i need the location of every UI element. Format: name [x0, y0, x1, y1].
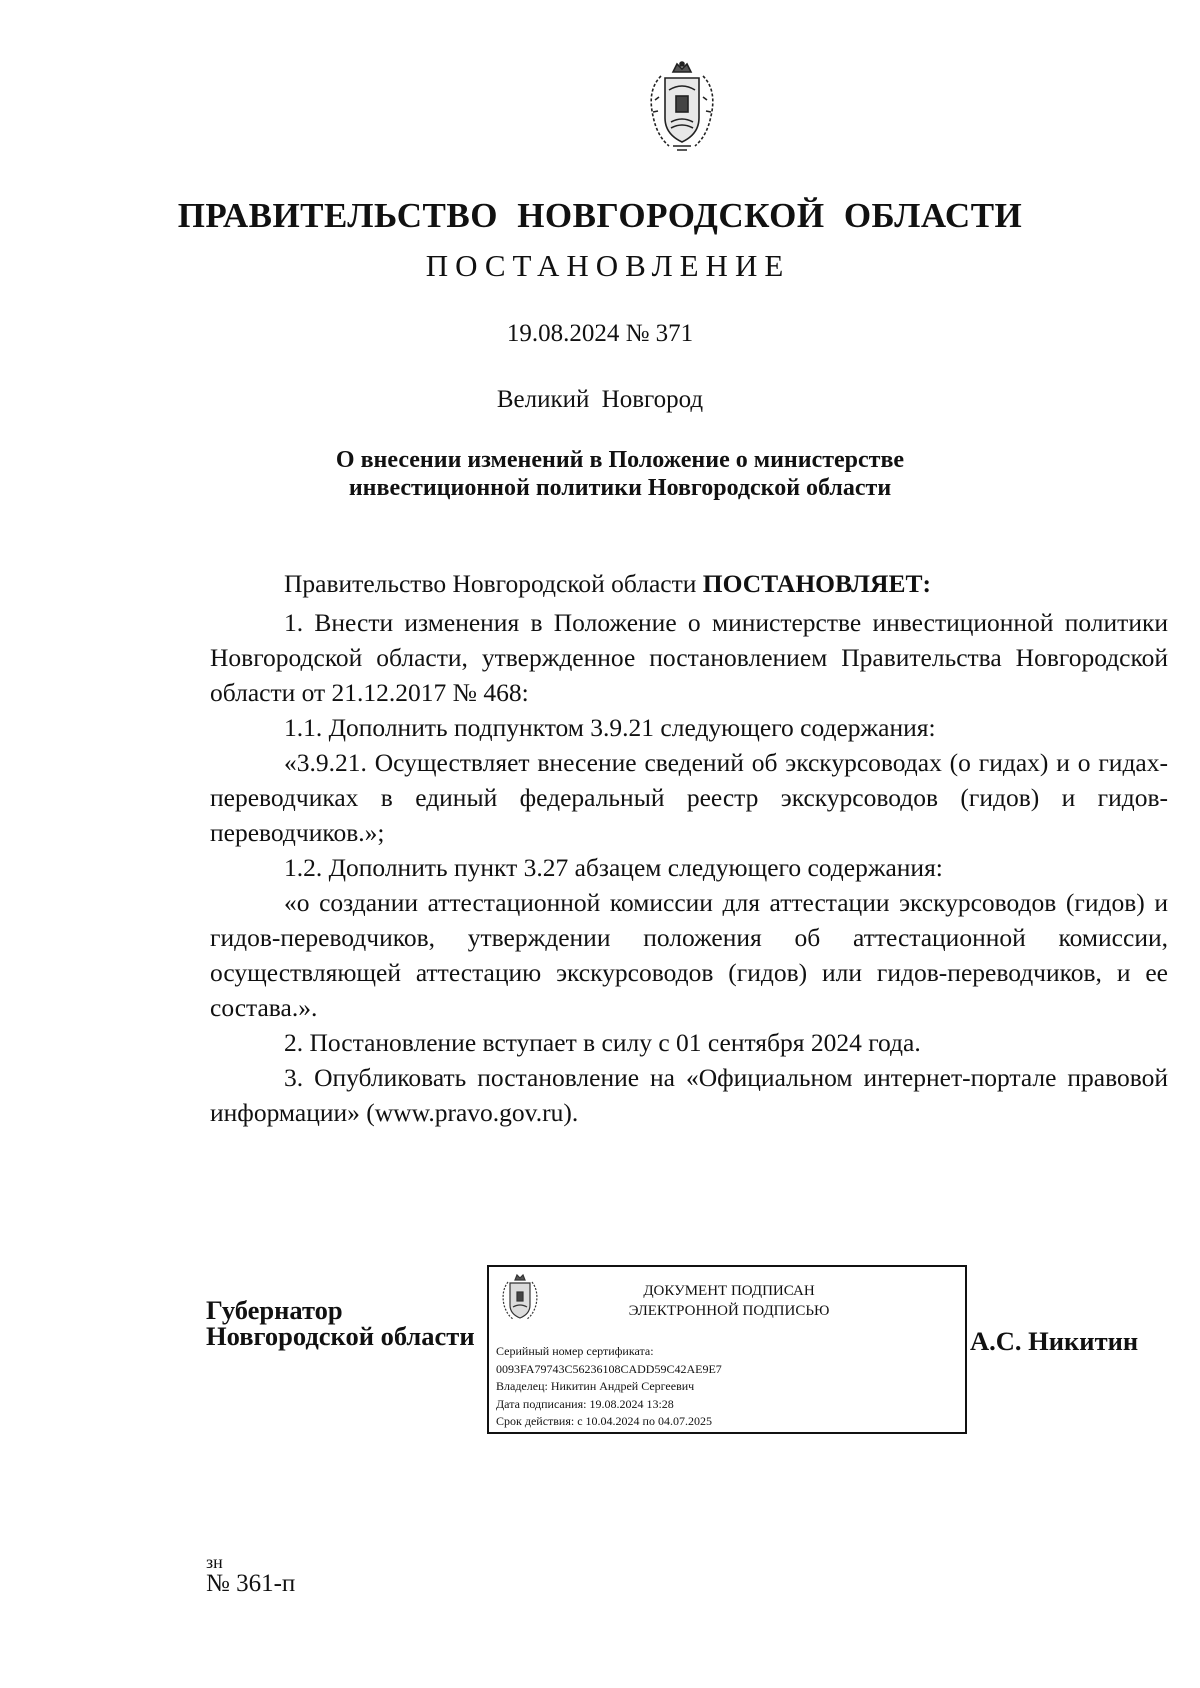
- document-footer: [206, 1554, 295, 1598]
- clause-1-1-text: «3.9.21. Осуществляет внесение сведений об экскурсоводах (о гидах) и о гидах-переводчиках в единый федеральный реестр экскурсоводов (гидов) и гидов-переводчиков.»;: [210, 748, 1168, 847]
- subject-line-2: инвестиционной политики Новгородской области: [348, 475, 892, 501]
- clause-3: 3. Опубликовать постановление на «Официальном интернет-портале правовой информации» (www.pravo.gov.ru).: [210, 1063, 1168, 1127]
- coat-of-arms-emblem: [643, 60, 721, 154]
- stamp-title-line-1: ДОКУМЕНТ ПОДПИСАН: [643, 1283, 815, 1299]
- intro-decree-word: ПОСТАНОВЛЯЕТ:: [702, 569, 931, 598]
- clause-1-1: 1.1. Дополнить подпунктом 3.9.21 следующего содержания:: [284, 713, 936, 742]
- signer-name: А.С. Никитин: [970, 1326, 1139, 1356]
- stamp-title: [579, 1281, 879, 1321]
- clause-1-2-text: «о создании аттестационной комиссии для аттестации экскурсоводов (гидов) и гидов-переводчиков, утверждении положения об аттестационной комиссии, осуществляющей аттестацию экскурсоводов (гидов) или гидов-переводчиков, и ее состава.».: [210, 888, 1168, 1022]
- intro-paragraph: [210, 566, 1168, 601]
- electronic-signature-stamp: [487, 1265, 967, 1434]
- document-type: ПОСТАНОВЛЕНИЕ: [425, 248, 791, 283]
- certificate-serial-value: 0093FA79743C56236108CADD59C42AE9E7: [496, 1361, 722, 1376]
- signatory-position: [206, 1297, 475, 1349]
- clause-1-2: 1.2. Дополнить пункт 3.27 абзацем следующего содержания:: [284, 853, 943, 882]
- signing-date: Дата подписания: 19.08.2024 13:28: [496, 1396, 674, 1411]
- clause-1: 1. Внести изменения в Положение о министерстве инвестиционной политики Новгородской области, утвержденное постановлением Правительства Новгородской области от 21.12.2017 № 468:: [210, 608, 1168, 707]
- executor-initials: зн: [206, 1552, 223, 1572]
- certificate-owner: Владелец: Никитин Андрей Сергеевич: [496, 1379, 695, 1393]
- document-body: [210, 566, 1168, 1130]
- clause-2: 2. Постановление вступает в силу с 01 сентября 2024 года.: [284, 1028, 921, 1057]
- government-title: ПРАВИТЕЛЬСТВО НОВГОРОДСКОЙ ОБЛАСТИ: [177, 196, 1023, 235]
- registration-number: № 361-п: [206, 1570, 296, 1597]
- document-city: Великий Новгород: [496, 386, 704, 413]
- document-subject: [300, 446, 940, 502]
- stamp-emblem-icon: [499, 1273, 541, 1323]
- certificate-serial-label: Серийный номер сертификата:: [496, 1344, 654, 1358]
- document-date-number: 19.08.2024 № 371: [506, 320, 694, 347]
- subject-line-1: О внесении изменений в Положение о министерстве: [335, 447, 905, 473]
- stamp-details: [496, 1343, 722, 1431]
- position-line-1: Губернатор: [206, 1295, 343, 1325]
- stamp-title-line-2: ЭЛЕКТРОННОЙ ПОДПИСЬЮ: [628, 1303, 830, 1319]
- certificate-validity: Срок действия: с 10.04.2024 по 04.07.2025: [496, 1414, 712, 1428]
- position-line-2: Новгородской области: [206, 1321, 475, 1351]
- intro-text: Правительство Новгородской области: [284, 569, 703, 598]
